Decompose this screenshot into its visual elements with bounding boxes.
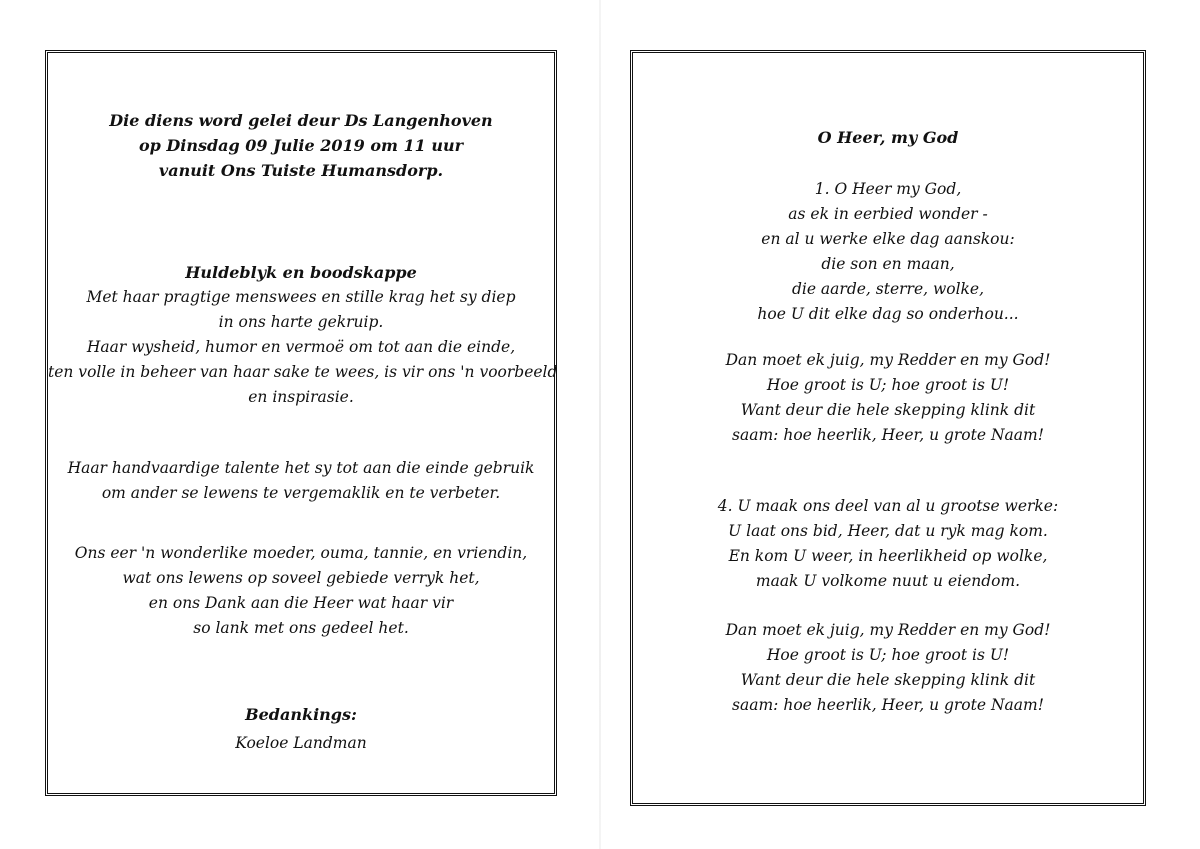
tribute-line: Met haar pragtige menswees en stille krag het sy diep bbox=[86, 288, 516, 306]
tribute-line: en inspirasie. bbox=[248, 388, 354, 406]
verse-line: maak U volkome nuut u eiendom. bbox=[755, 572, 1021, 590]
verse-line: hoe U dit elke dag so onderhou... bbox=[757, 305, 1019, 323]
page-fold bbox=[599, 0, 601, 849]
tribute-section bbox=[48, 260, 558, 410]
service-info-line: Die diens word gelei deur Ds Langenhoven bbox=[109, 111, 493, 130]
honor-section bbox=[48, 541, 554, 641]
service-info bbox=[48, 108, 554, 183]
verse-line: en al u werke elke dag aanskou: bbox=[761, 230, 1015, 248]
thanks-heading: Bedankings: bbox=[245, 705, 357, 724]
chorus-line: Want deur die hele skepping klink dit bbox=[740, 401, 1036, 419]
chorus-line: Dan moet ek juig, my Redder en my God! bbox=[725, 621, 1051, 639]
chorus-line: Want deur die hele skepping klink dit bbox=[740, 671, 1036, 689]
thanks-section bbox=[48, 702, 554, 756]
tribute-heading: Huldeblyk en boodskappe bbox=[185, 263, 417, 282]
honor-line: Ons eer 'n wonderlike moeder, ouma, tannie, en vriendin, bbox=[74, 544, 528, 562]
verse-line: die aarde, sterre, wolke, bbox=[791, 280, 985, 298]
left-panel bbox=[45, 50, 557, 796]
chorus-line: saam: hoe heerlik, Heer, u grote Naam! bbox=[732, 426, 1044, 444]
verse-line: 1. O Heer my God, bbox=[814, 180, 962, 198]
tribute-line: in ons harte gekruip. bbox=[218, 313, 384, 331]
service-info-line: op Dinsdag 09 Julie 2019 om 11 uur bbox=[138, 136, 464, 155]
right-panel bbox=[630, 50, 1146, 806]
chorus-line: Dan moet ek juig, my Redder en my God! bbox=[725, 351, 1051, 369]
chorus-line: Hoe groot is U; hoe groot is U! bbox=[766, 646, 1010, 664]
chorus-1 bbox=[633, 348, 1143, 448]
verse-1 bbox=[633, 177, 1143, 327]
verse-line: En kom U weer, in heerlikheid op wolke, bbox=[728, 547, 1048, 565]
verse-line: 4. U maak ons deel van al u grootse werke: bbox=[717, 497, 1059, 515]
verse-line: die son en maan, bbox=[821, 255, 955, 273]
chorus-line: Hoe groot is U; hoe groot is U! bbox=[766, 376, 1010, 394]
chorus-line: saam: hoe heerlik, Heer, u grote Naam! bbox=[732, 696, 1044, 714]
tribute-line: Haar wysheid, humor en vermoë om tot aan die einde, bbox=[86, 338, 516, 356]
hymn-title bbox=[633, 125, 1143, 150]
verse-line: as ek in eerbied wonder - bbox=[788, 205, 988, 223]
hymn-title-text: O Heer, my God bbox=[817, 128, 959, 147]
honor-line: en ons Dank aan die Heer wat haar vir bbox=[148, 594, 454, 612]
tribute-line: ten volle in beheer van haar sake te wees, is vir ons 'n voorbeeld bbox=[48, 363, 558, 381]
talents-section bbox=[48, 456, 554, 506]
service-info-line: vanuit Ons Tuiste Humansdorp. bbox=[158, 161, 444, 180]
honor-line: so lank met ons gedeel het. bbox=[193, 619, 409, 637]
verse-4 bbox=[633, 494, 1143, 594]
honor-line: wat ons lewens op soveel gebiede verryk het, bbox=[122, 569, 480, 587]
chorus-2 bbox=[633, 618, 1143, 718]
talents-line: Haar handvaardige talente het sy tot aan die einde gebruik bbox=[67, 459, 535, 477]
talents-line: om ander se lewens te vergemaklik en te verbeter. bbox=[101, 484, 501, 502]
verse-line: U laat ons bid, Heer, dat u ryk mag kom. bbox=[728, 522, 1048, 540]
thanks-name: Koeloe Landman bbox=[235, 734, 367, 752]
